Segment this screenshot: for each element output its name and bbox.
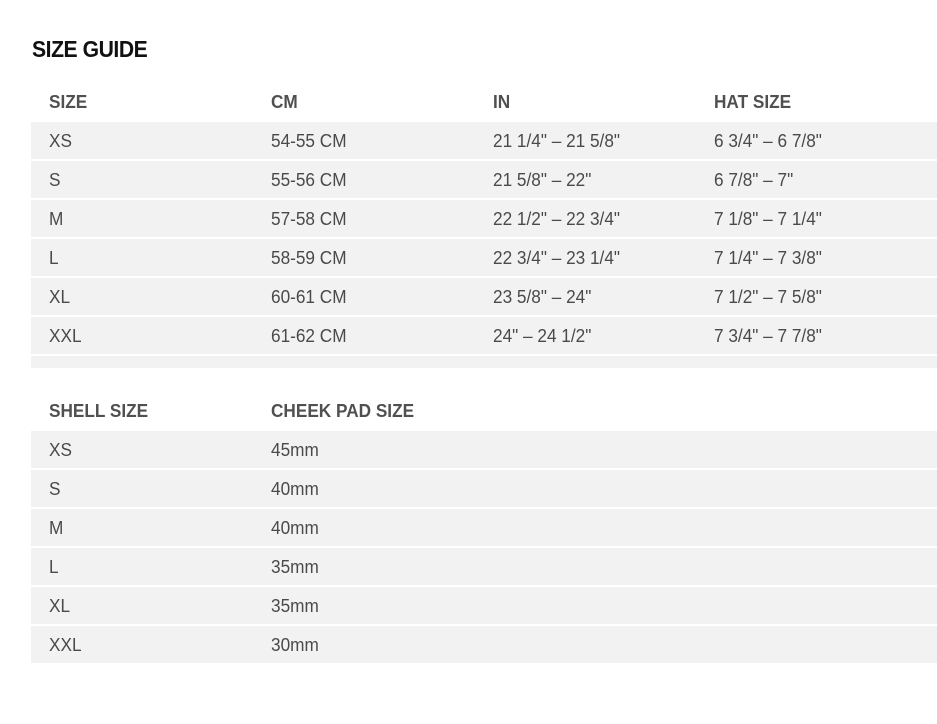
table-row (31, 626, 937, 663)
header-cheek-pad-size: CHEEK PAD SIZE (271, 400, 415, 421)
shell-size-cell: L (49, 555, 59, 577)
in-cell: 23 5/8" – 24" (493, 285, 592, 307)
cheek-pad-cell: 40mm (271, 477, 319, 499)
shell-size-cell: S (49, 477, 61, 499)
header-hat-size: HAT SIZE (714, 91, 792, 112)
cheek-pad-cell: 35mm (271, 594, 319, 616)
cm-cell: 60-61 CM (271, 285, 347, 307)
table-footer-strip (31, 356, 937, 368)
header-size: SIZE (49, 91, 88, 112)
header-cm: CM (271, 91, 298, 112)
size-cell: XS (49, 129, 72, 151)
header-in: IN (493, 91, 511, 112)
hat-size-cell: 7 1/2" – 7 5/8" (714, 285, 822, 307)
cheek-pad-cell: 45mm (271, 438, 319, 460)
size-table (31, 84, 937, 370)
header-shell-size: SHELL SIZE (49, 400, 149, 421)
in-cell: 21 1/4" – 21 5/8" (493, 129, 621, 151)
in-cell: 22 1/2" – 22 3/4" (493, 207, 621, 229)
hat-size-cell: 7 1/8" – 7 1/4" (714, 207, 822, 229)
table-row (31, 431, 937, 468)
in-cell: 22 3/4" – 23 1/4" (493, 246, 621, 268)
cm-cell: 55-56 CM (271, 168, 347, 190)
shell-size-cell: XS (49, 438, 72, 460)
cheek-pad-cell: 30mm (271, 633, 319, 655)
shell-size-cell: XL (49, 594, 71, 616)
size-cell: XL (49, 285, 71, 307)
hat-size-cell: 7 1/4" – 7 3/8" (714, 246, 822, 268)
cheek-pad-cell: 35mm (271, 555, 319, 577)
hat-size-cell: 6 7/8" – 7" (714, 168, 794, 190)
table-row (31, 587, 937, 624)
size-cell: S (49, 168, 61, 190)
hat-size-cell: 6 3/4" – 6 7/8" (714, 129, 822, 151)
size-table-header (31, 84, 937, 120)
table-row (31, 239, 937, 276)
table-row (31, 509, 937, 546)
shell-size-cell: M (49, 516, 64, 538)
page-title: SIZE GUIDE (32, 36, 148, 62)
cm-cell: 57-58 CM (271, 207, 347, 229)
table-row (31, 317, 937, 354)
table-row (31, 161, 937, 198)
table-row (31, 470, 937, 507)
shell-size-table (31, 393, 937, 665)
cm-cell: 54-55 CM (271, 129, 347, 151)
table-row (31, 200, 937, 237)
size-cell: L (49, 246, 59, 268)
size-cell: M (49, 207, 64, 229)
table-row (31, 122, 937, 159)
table-row (31, 548, 937, 585)
cheek-pad-cell: 40mm (271, 516, 319, 538)
table-row (31, 278, 937, 315)
in-cell: 24" – 24 1/2" (493, 324, 592, 346)
cm-cell: 58-59 CM (271, 246, 347, 268)
hat-size-cell: 7 3/4" – 7 7/8" (714, 324, 822, 346)
size-cell: XXL (49, 324, 82, 346)
cm-cell: 61-62 CM (271, 324, 347, 346)
in-cell: 21 5/8" – 22" (493, 168, 592, 190)
shell-table-header (31, 393, 937, 429)
shell-size-cell: XXL (49, 633, 82, 655)
